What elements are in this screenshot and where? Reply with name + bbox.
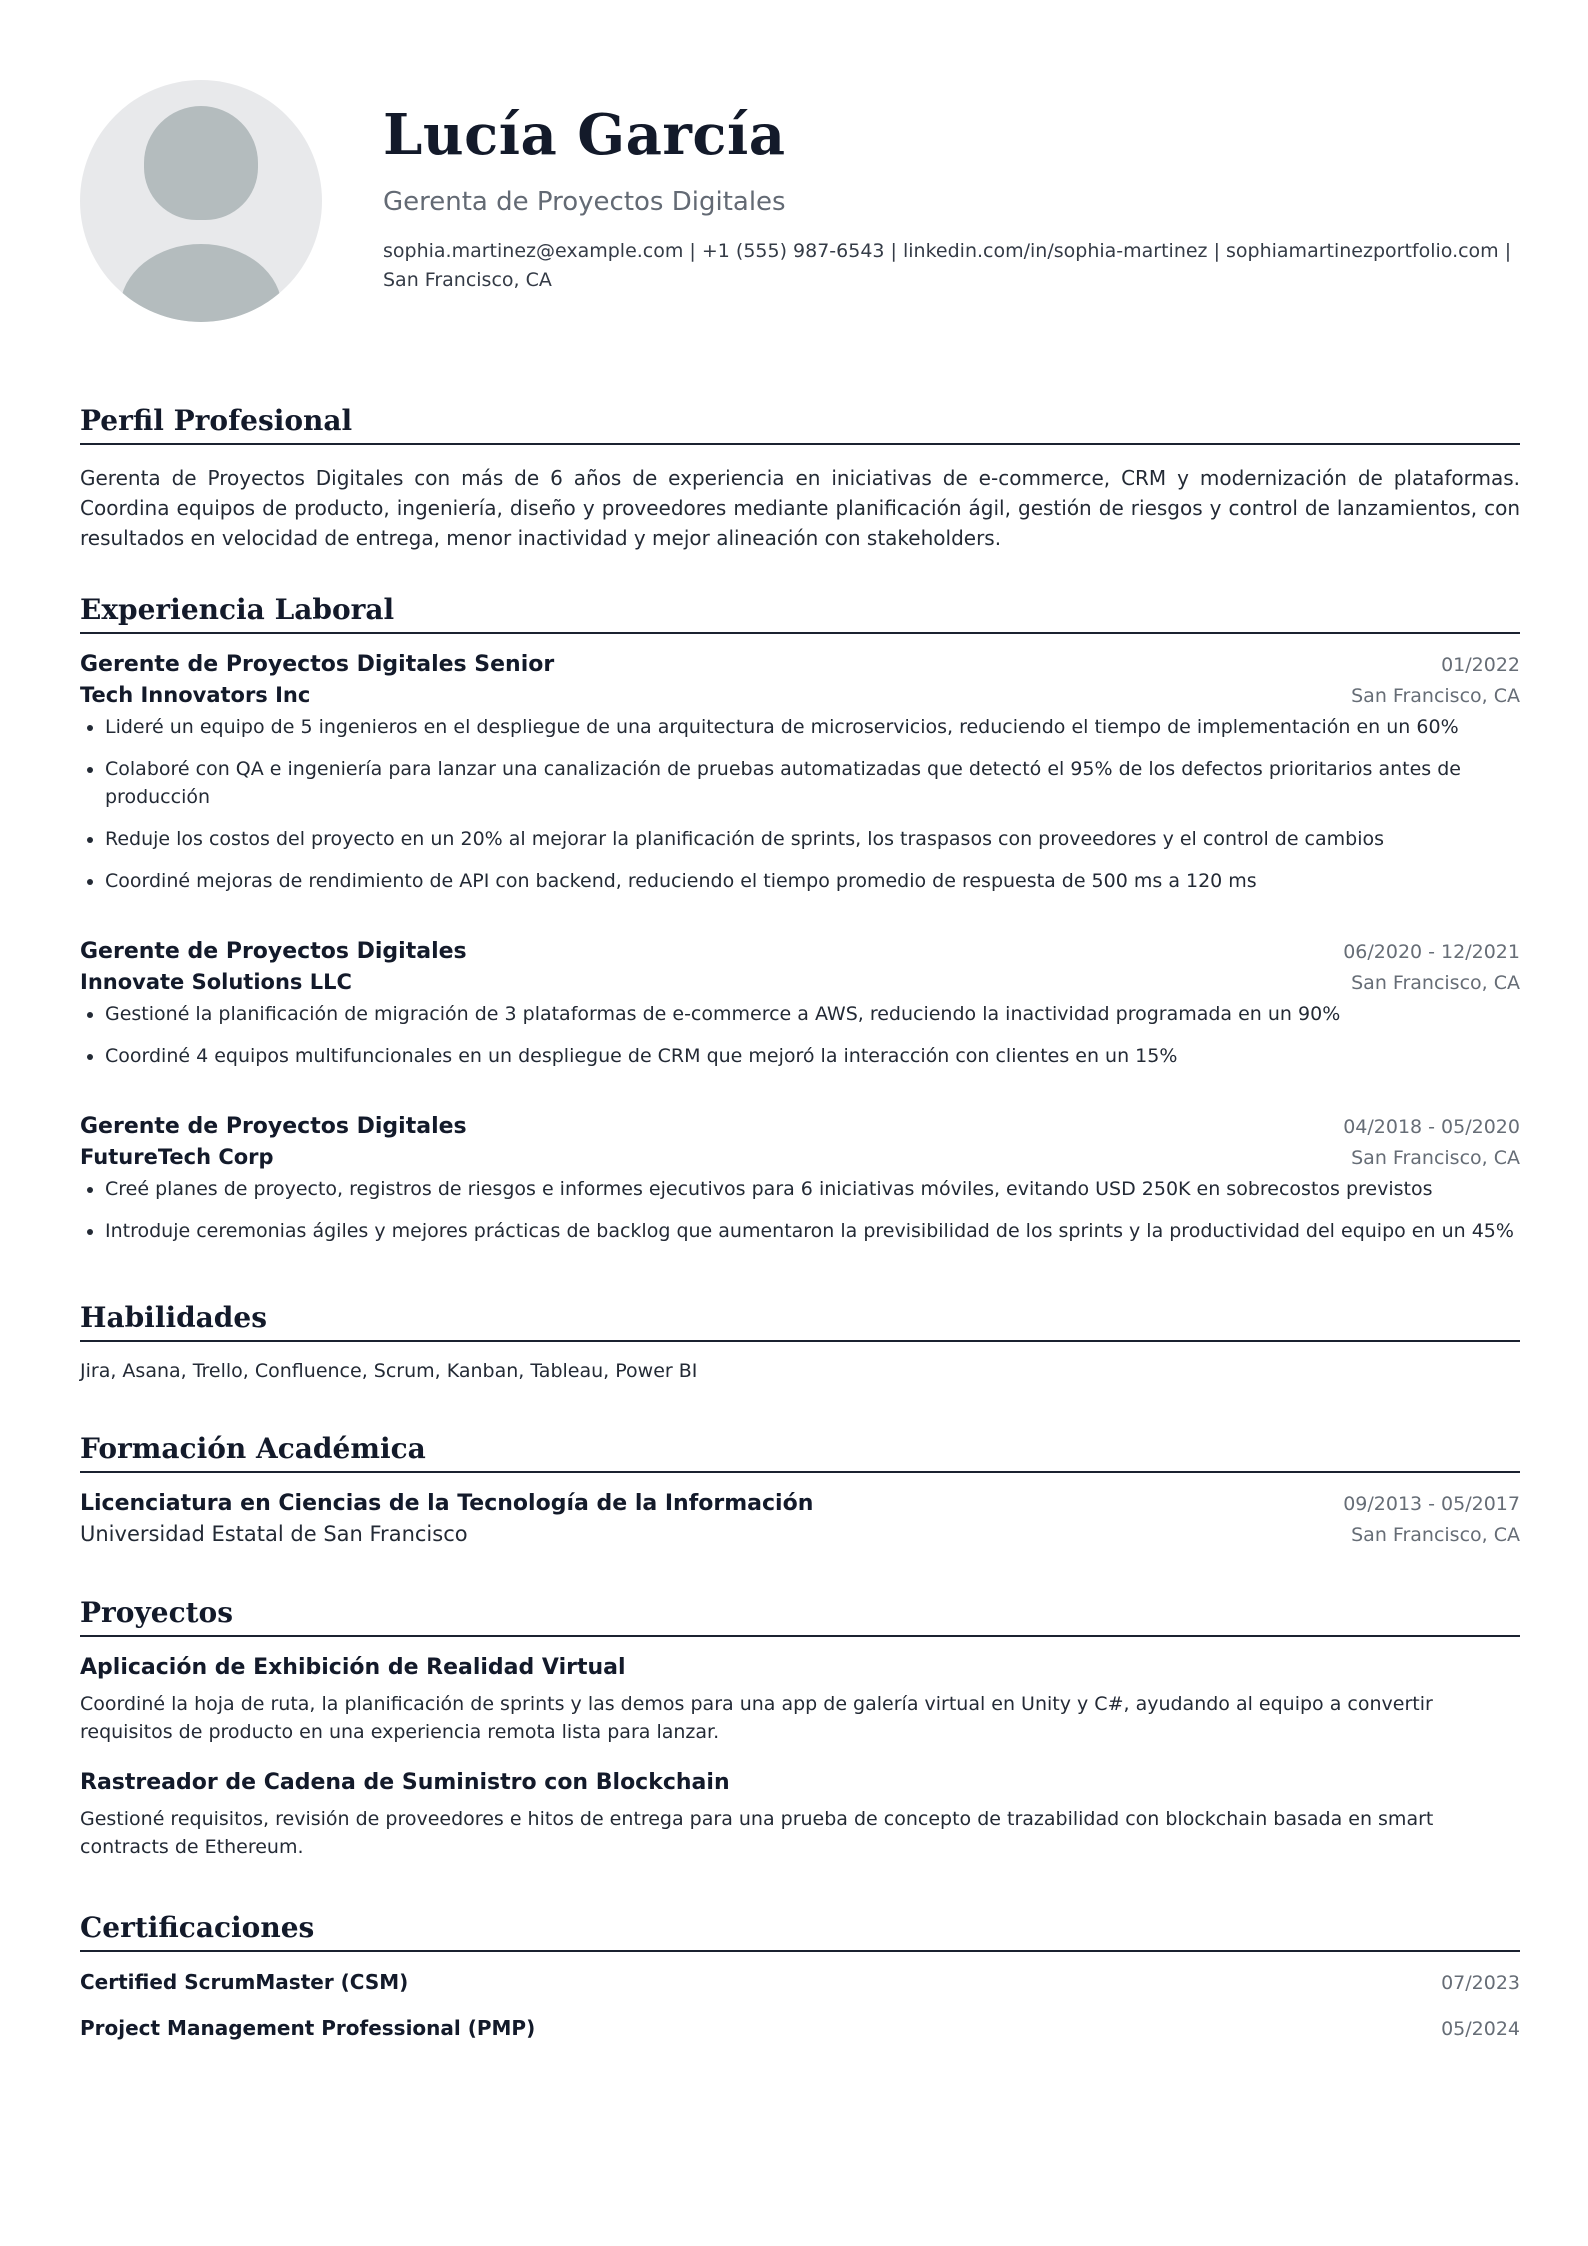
job-location: San Francisco, CA [1351, 685, 1520, 707]
projects-section [80, 1596, 1520, 1861]
certifications-section [80, 1911, 1520, 2040]
header-info [383, 102, 1523, 295]
bullet-item: • Gestioné la planificación de migración de 3 plataformas de e-commerce a AWS, reduciendo la inactividad programada en un 90% [105, 1000, 1520, 1028]
job-date: 04/2018 - 05/2020 [1343, 1116, 1520, 1138]
project-item [80, 1655, 1520, 1746]
bullet-item: • Coordiné 4 equipos multifuncionales en un despliegue de CRM que mejoró la interacción con clientes en un 15% [105, 1042, 1520, 1070]
job-entry [80, 652, 1520, 895]
education-school: Universidad Estatal de San Francisco [80, 1522, 468, 1546]
avatar-placeholder-icon [80, 80, 322, 322]
section-title-profile: Perfil Profesional [80, 404, 1520, 445]
project-item [80, 1770, 1520, 1861]
bullet-item: • Colaboré con QA e ingeniería para lanzar una canalización de pruebas automatizadas que detectó el 95% de los defectos prioritarios antes de producción [105, 755, 1520, 811]
job-entry [80, 939, 1520, 1070]
job-bullets [80, 1000, 1520, 1070]
skills-list: Jira, Asana, Trello, Confluence, Scrum, Kanban, Tableau, Power BI [80, 1360, 698, 1382]
job-title: Gerente de Proyectos Digitales [80, 939, 467, 964]
education-location: San Francisco, CA [1351, 1524, 1520, 1546]
bullet-item: • Introduje ceremonias ágiles y mejores prácticas de backlog que aumentaron la previsibilidad de los sprints y la productividad del equipo en un 45% [105, 1217, 1520, 1245]
bullet-item: • Reduje los costos del proyecto en un 20% al mejorar la planificación de sprints, los traspasos con proveedores y el control de cambios [105, 825, 1520, 853]
bullet-item: • Coordiné mejoras de rendimiento de API con backend, reduciendo el tiempo promedio de respuesta de 500 ms a 120 ms [105, 867, 1520, 895]
contact-line: sophia.martinez@example.com | +1 (555) 987-6543 | linkedin.com/in/sophia-martinez | sophiamartinezportfolio.com | San Francisco, CA [383, 239, 1512, 291]
certification-date: 07/2023 [1441, 1972, 1520, 1994]
section-title-experience: Experiencia Laboral [80, 593, 1520, 634]
section-title-certifications: Certificaciones [80, 1911, 1520, 1952]
certification-item [80, 2016, 1520, 2040]
job-location: San Francisco, CA [1351, 972, 1520, 994]
project-description: Coordiné la hoja de ruta, la planificación de sprints y las demos para una app de galería virtual en Unity y C#, ayudando al equipo a convertir requisitos de producto en una experiencia remota lista para lanzar. [80, 1693, 1433, 1743]
job-bullets [80, 1175, 1520, 1245]
job-date: 06/2020 - 12/2021 [1343, 941, 1520, 963]
candidate-name: Lucía García [383, 102, 786, 168]
section-title-education: Formación Académica [80, 1432, 1520, 1473]
profile-summary: Gerenta de Proyectos Digitales con más de 6 años de experiencia en iniciativas de e-commerce, CRM y modernización de plataformas. Coordina equipos de producto, ingeniería, diseño y proveedores mediante planificación ágil, gestión de riesgos y control de lanzamientos, con resultados en velocidad de entrega, menor inactividad y mejor alineación con stakeholders. [80, 466, 1520, 550]
job-company: Tech Innovators Inc [80, 683, 311, 707]
job-bullets [80, 713, 1520, 895]
job-entry [80, 1114, 1520, 1245]
bullet-item: • Creé planes de proyecto, registros de riesgos e informes ejecutivos para 6 iniciativas móviles, evitando USD 250K en sobrecostos previstos [105, 1175, 1520, 1203]
job-title: Gerente de Proyectos Digitales Senior [80, 652, 555, 677]
certification-date: 05/2024 [1441, 2018, 1520, 2040]
avatar-head-shape [144, 106, 258, 220]
resume-header [80, 0, 1520, 340]
job-title: Gerente de Proyectos Digitales [80, 1114, 467, 1139]
certification-item [80, 1970, 1520, 1994]
section-title-projects: Proyectos [80, 1596, 1520, 1637]
job-company: FutureTech Corp [80, 1145, 274, 1169]
section-title-skills: Habilidades [80, 1301, 1520, 1342]
certification-name: Certified ScrumMaster (CSM) [80, 1970, 409, 1994]
candidate-role: Gerenta de Proyectos Digitales [383, 186, 786, 217]
resume-page [80, 0, 1520, 2040]
avatar-body-shape [120, 244, 282, 322]
project-title: Rastreador de Cadena de Suministro con Blockchain [80, 1770, 730, 1795]
project-description: Gestioné requisitos, revisión de proveedores e hitos de entrega para una prueba de concepto de trazabilidad con blockchain basada en smart contracts de Ethereum. [80, 1808, 1434, 1858]
profile-section [80, 404, 1520, 553]
education-section [80, 1432, 1520, 1546]
certification-name: Project Management Professional (PMP) [80, 2016, 536, 2040]
job-date: 01/2022 [1441, 654, 1520, 676]
education-degree: Licenciatura en Ciencias de la Tecnología de la Información [80, 1491, 814, 1516]
skills-section [80, 1301, 1520, 1382]
education-date: 09/2013 - 05/2017 [1343, 1493, 1520, 1515]
bullet-item: • Lideré un equipo de 5 ingenieros en el despliegue de una arquitectura de microservicios, reduciendo el tiempo de implementación en un 60% [105, 713, 1520, 741]
job-company: Innovate Solutions LLC [80, 970, 352, 994]
experience-section [80, 593, 1520, 1245]
job-location: San Francisco, CA [1351, 1147, 1520, 1169]
project-title: Aplicación de Exhibición de Realidad Virtual [80, 1655, 626, 1680]
